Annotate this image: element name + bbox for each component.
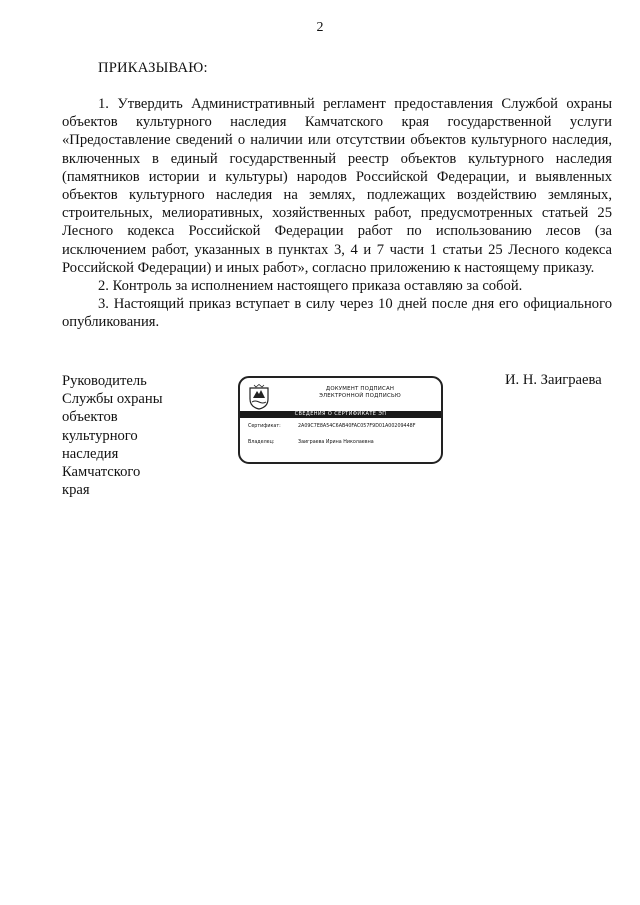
coat-of-arms-icon: [248, 384, 270, 410]
owner-row: [248, 440, 435, 446]
certificate-label: Сертификат:: [248, 424, 281, 429]
position-line: наследия: [62, 445, 119, 462]
paragraph-3: 3. Настоящий приказ вступает в силу через 10 дней после дня его официального опубликования.: [62, 296, 612, 331]
position-line: культурного: [62, 427, 138, 444]
position-line: Камчатского: [62, 464, 141, 481]
order-body: [62, 95, 612, 332]
certificate-row: [248, 424, 435, 430]
position-line: объектов: [62, 409, 118, 426]
certificate-value: 2A09C7E8A54C6AB40FAC057F9D01A00209448F: [298, 424, 416, 429]
stamp-certificate-header: СВЕДЕНИЯ О СЕРТИФИКАТЕ ЭП: [240, 411, 441, 418]
electronic-signature-stamp: [238, 376, 443, 464]
position-line: края: [62, 482, 90, 499]
signatory-position: [62, 372, 182, 499]
position-line: Службы охраны: [62, 391, 163, 408]
position-line: Руководитель: [62, 373, 147, 389]
order-heading: ПРИКАЗЫВАЮ:: [98, 60, 208, 76]
page-number: 2: [316, 20, 324, 35]
paragraph-1: 1. Утвердить Административный регламент предоставления Службой охраны объектов культурного наследия Камчатского края государственной услуги «Предоставление сведений о наличии или отсутствии объектов культурного наследия, включенных в единый государственный реестр объектов культурного наследия (памятников истории и культуры) народов Российской Федерации, и выявленных объектов культурного наследия на землях, подлежащих воздействию земляных, строительных, мелиоративных, хозяйственных работ, предусмотренных статьей 25 Лесного кодекса Российской Федерации работ по использованию лесов (за исключением работ, указанных в пунктах 3, 4 и 7 части 1 статьи 25 Лесного кодекса Российской Федерации) и иных работ», согласно приложению к настоящему приказу.: [62, 96, 612, 276]
paragraph-2: 2. Контроль за исполнением настоящего приказа оставляю за собой.: [98, 278, 523, 295]
signatory-name: И. Н. Заиграева: [505, 372, 602, 388]
owner-value: Заиграева Ирина Николаевна: [298, 440, 374, 445]
stamp-title: ДОКУМЕНТ ПОДПИСАН ЭЛЕКТРОННОЙ ПОДПИСЬЮ: [319, 386, 401, 399]
owner-label: Владелец:: [248, 440, 275, 445]
